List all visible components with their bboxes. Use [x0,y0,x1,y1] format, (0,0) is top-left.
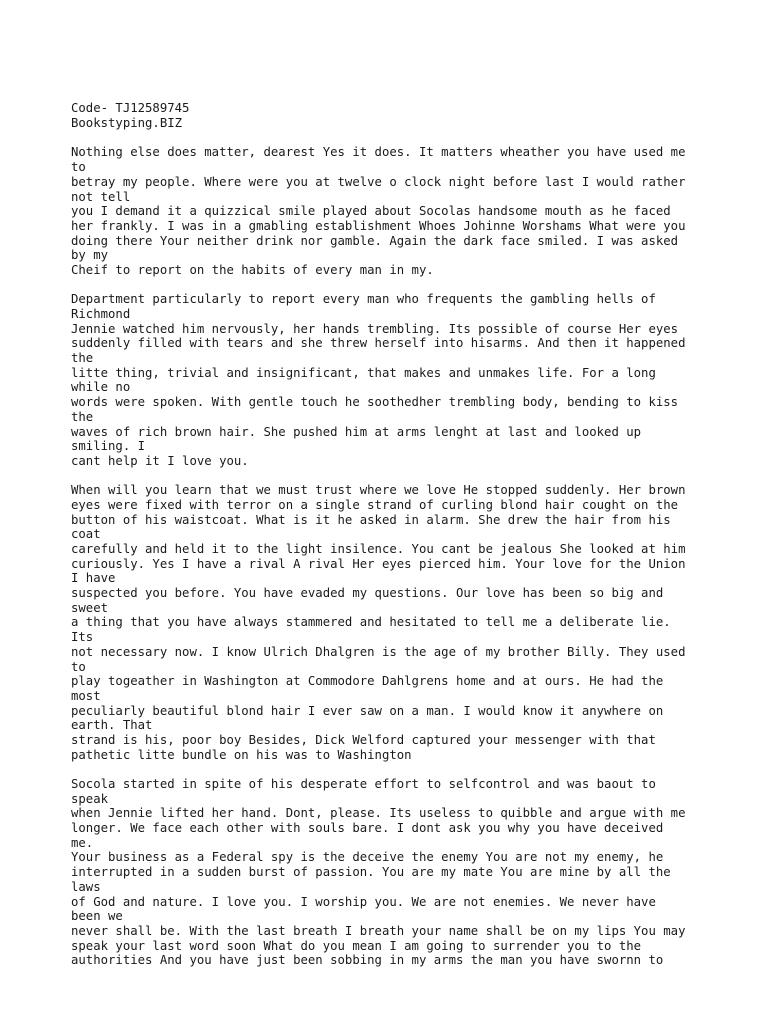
text-line: most [71,688,101,703]
text-line: strand is his, poor boy Besides, Dick Welford captured your messenger with that [71,732,656,747]
text-line: me. [71,835,94,850]
text-line: when Jennie lifted her hand. Dont, please. Its useless to quibble and argue with me [71,806,686,821]
text-line: not necessary now. I know Ulrich Dhalgren is the age of my brother Billy. They used [71,644,686,659]
text-line: Socola started in spite of his desperate effort to selfcontrol and was baout to [71,777,656,792]
text-line: longer. We face each other with souls bare. I dont ask you why you have deceived [71,821,664,836]
text-line: Bookstyping.BIZ [71,116,183,131]
text-line: litte thing, trivial and insignificant, that makes and unmakes life. For a long [71,365,656,380]
text-line: suddenly filled with tears and she threw herself into hisarms. And then it happened [71,336,686,351]
text-line: speak [71,791,109,806]
text-line: sweet [71,600,109,615]
text-line: Department particularly to report every man who frequents the gambling hells of [71,292,656,307]
document-page [71,72,711,983]
text-line: Code- TJ12589745 [71,101,190,116]
text-line: not tell [71,189,131,204]
text-line: Richmond [71,307,131,322]
text-line: cant help it I love you. [71,453,249,468]
text-line: to [71,160,86,175]
text-line: Jennie watched him nervously, her hands trembling. Its possible of course Her eyes [71,321,679,336]
text-line: a thing that you have always stammered and hesitated to tell me a deliberate lie. [71,615,671,630]
text-line [71,131,711,146]
document-text [71,101,711,968]
text-line: her frankly. I was in a gmabling establishment Whoes Johinne Worshams What were you [71,218,686,233]
text-line: peculiarly beautiful blond hair I ever saw on a man. I would know it anywhere on [71,703,664,718]
text-line: waves of rich brown hair. She pushed him at arms lenght at last and looked up [71,424,642,439]
text-line [71,278,711,293]
text-line: while no [71,380,131,395]
text-line: words were spoken. With gentle touch he soothedher trembling body, bending to kiss [71,395,679,410]
text-line: betray my people. Where were you at twelve o clock night before last I would rather [71,174,686,189]
text-line: coat [71,527,101,542]
text-line [71,762,711,777]
text-line: interrupted in a sudden burst of passion. You are my mate You are mine by all the [71,865,671,880]
text-line: earth. That [71,718,153,733]
text-line: carefully and held it to the light insilence. You cant be jealous She looked at him [71,542,686,557]
text-line: suspected you before. You have evaded my questions. Our love has been so big and [71,586,664,601]
text-line: eyes were fixed with terror on a single strand of curling blond hair cought on the [71,497,679,512]
text-line: curiously. Yes I have a rival A rival Her eyes pierced him. Your love for the Union [71,556,686,571]
text-line: Cheif to report on the habits of every man in my. [71,262,434,277]
text-line: doing there Your neither drink nor gamble. Again the dark face smiled. I was asked [71,233,679,248]
text-line: you I demand it a quizzical smile played about Socolas handsome mouth as he faced [71,204,671,219]
text-line: play togeather in Washington at Commodore Dahlgrens home and at ours. He had the [71,674,664,689]
text-line: When will you learn that we must trust where we love He stopped suddenly. Her brown [71,483,686,498]
text-line: of God and nature. I love you. I worship you. We are not enemies. We never have [71,894,656,909]
text-line: Its [71,630,94,645]
text-line: I have [71,571,116,586]
text-line: Your business as a Federal spy is the deceive the enemy You are not my enemy, he [71,850,664,865]
text-line: laws [71,879,101,894]
text-line: smiling. I [71,439,146,454]
text-line: pathetic litte bundle on his was to Washington [71,747,412,762]
text-line: the [71,409,94,424]
text-line: Nothing else does matter, dearest Yes it does. It matters wheather you have used me [71,145,686,160]
text-line: button of his waistcoat. What is it he asked in alarm. She drew the hair from his [71,512,671,527]
text-line: never shall be. With the last breath I breath your name shall be on my lips You may [71,923,686,938]
text-line: the [71,351,94,366]
text-line: speak your last word soon What do you mean I am going to surrender you to the [71,938,642,953]
text-line [71,469,711,484]
text-line: been we [71,909,123,924]
text-line: to [71,659,86,674]
text-line: authorities And you have just been sobbing in my arms the man you have swornn to [71,953,664,968]
text-line: by my [71,248,109,263]
